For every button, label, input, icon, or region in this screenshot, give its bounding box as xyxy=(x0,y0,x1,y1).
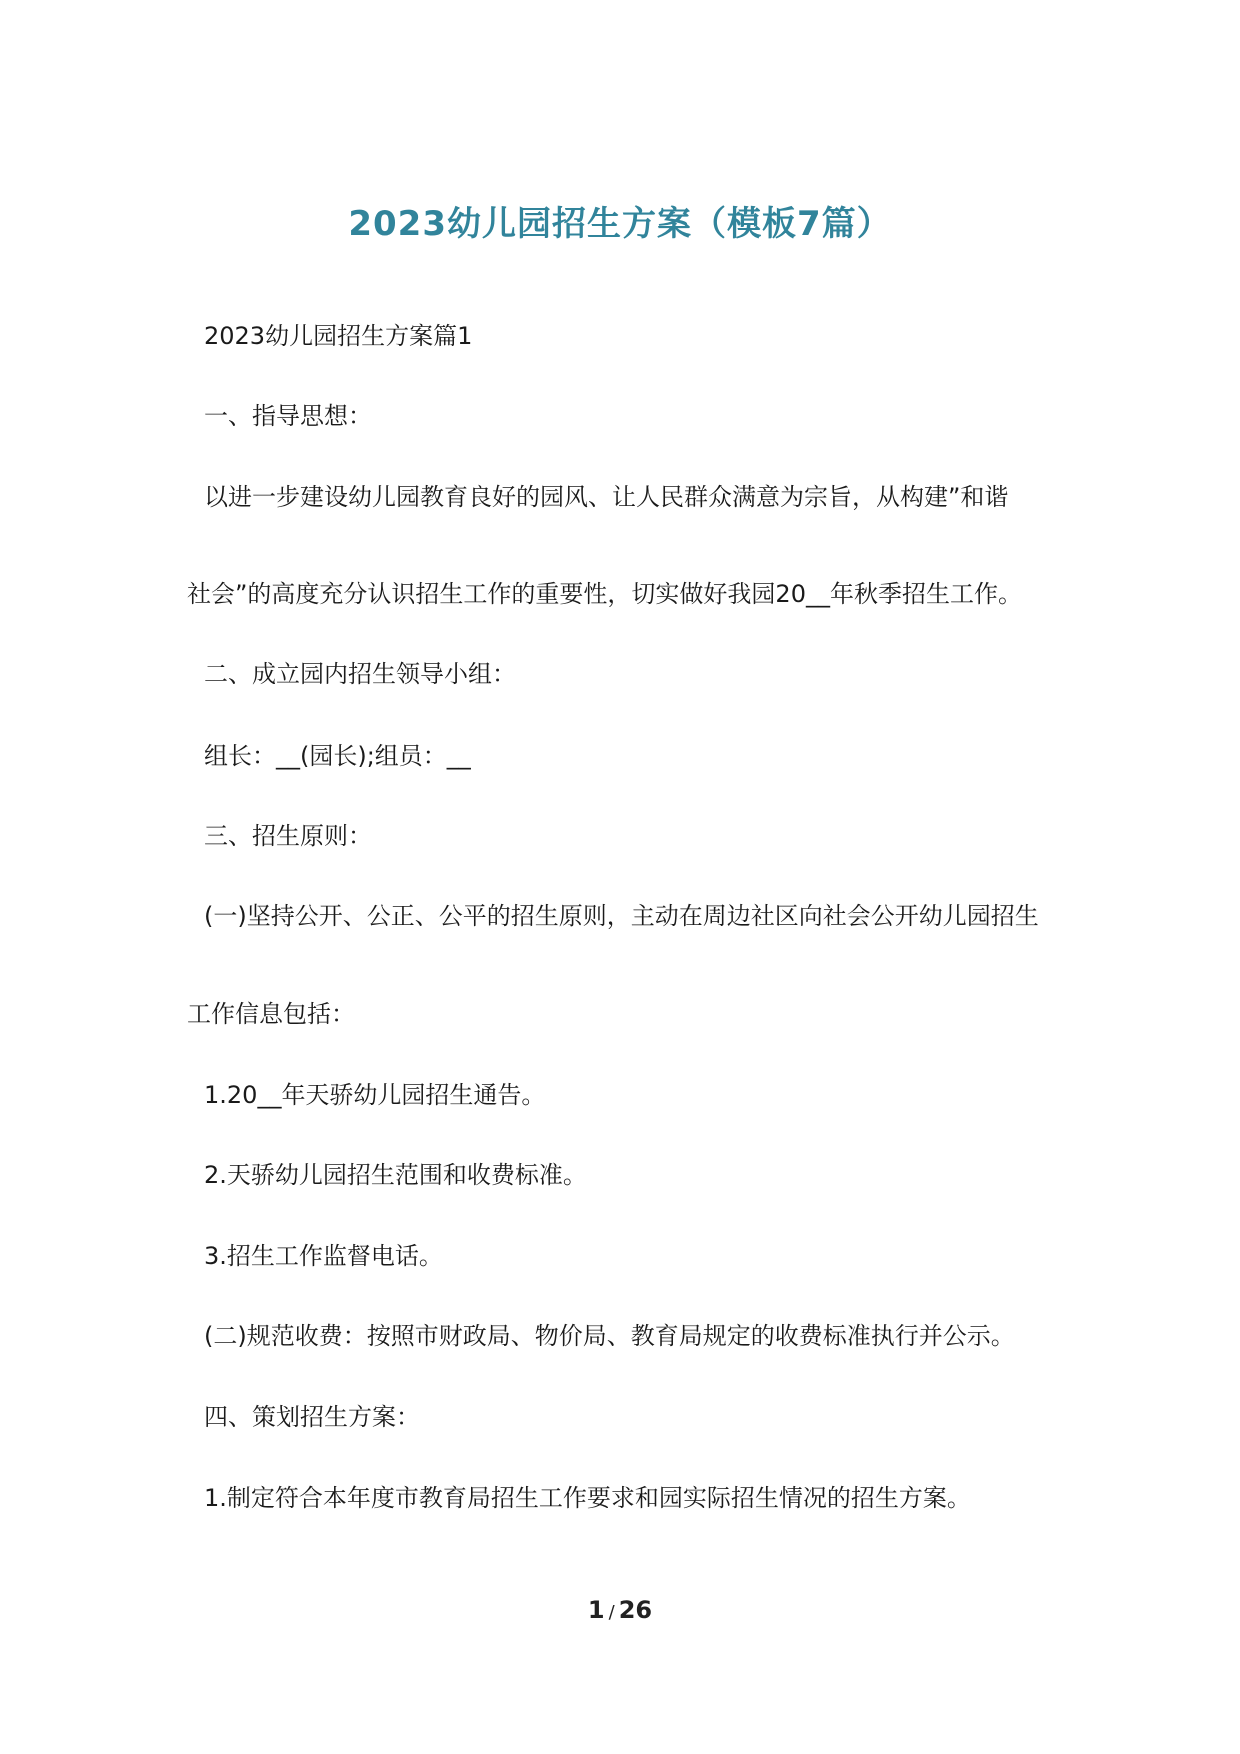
current-page: 1 xyxy=(587,1596,605,1624)
paragraph-line: (二)规范收费：按照市财政局、物价局、教育局规定的收费标准执行并公示。 xyxy=(204,1322,1015,1350)
paragraph-line: 1.制定符合本年度市教育局招生工作要求和园实际招生情况的招生方案。 xyxy=(204,1484,971,1512)
paragraph-line: (一)坚持公开、公正、公平的招生原则，主动在周边社区向社会公开幼儿园招生 xyxy=(204,902,1039,930)
paragraph-line: 三、招生原则： xyxy=(204,822,372,850)
paragraph-line: 社会”的高度充分认识招生工作的重要性，切实做好我园20__年秋季招生工作。 xyxy=(187,580,1022,608)
paragraph-line: 1.20__年天骄幼儿园招生通告。 xyxy=(204,1081,546,1109)
paragraph-line: 3.招生工作监督电话。 xyxy=(204,1242,443,1270)
total-pages: 26 xyxy=(618,1596,653,1624)
paragraph-line: 工作信息包括： xyxy=(187,1000,355,1028)
section-heading: 2023幼儿园招生方案篇1 xyxy=(204,322,473,350)
paragraph-line: 以进一步建设幼儿园教育良好的园风、让人民群众满意为宗旨，从构建”和谐 xyxy=(204,483,1009,511)
page-indicator xyxy=(0,1596,1240,1624)
paragraph-line: 二、成立园内招生领导小组： xyxy=(204,660,516,688)
paragraph-line: 组长：__(园长);组员：__ xyxy=(204,742,471,770)
paragraph-line: 一、指导思想： xyxy=(204,402,372,430)
paragraph-line: 四、策划招生方案： xyxy=(204,1403,420,1431)
document-title: 2023幼儿园招生方案（模板7篇） xyxy=(348,204,892,244)
paragraph-line: 2.天骄幼儿园招生范围和收费标准。 xyxy=(204,1161,587,1189)
page-separator: / xyxy=(608,1602,615,1623)
